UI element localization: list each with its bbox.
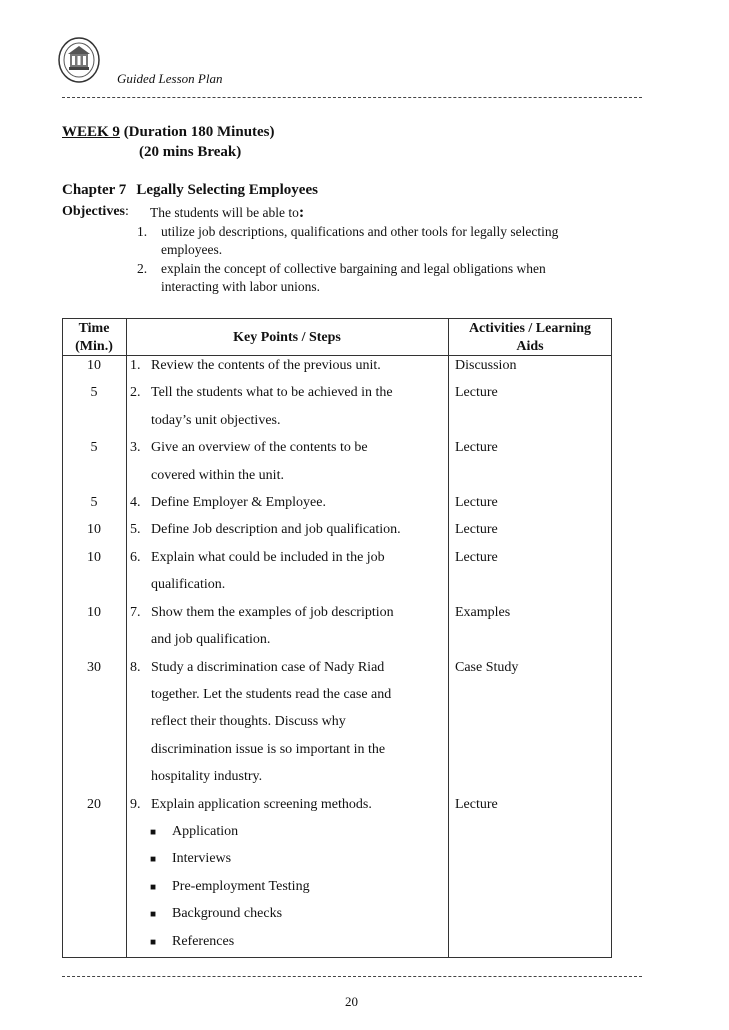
chapter-label: Chapter 7 (62, 182, 127, 198)
row-step-text: reflect their thoughts. Discuss why (151, 714, 346, 729)
row-time: 10 (87, 605, 101, 620)
table-column-divider (448, 318, 449, 958)
row-step-number: 6. (130, 550, 141, 565)
lesson-table (62, 318, 612, 958)
row-activity: Discussion (455, 358, 517, 373)
week-break: (20 mins Break) (139, 144, 242, 160)
row-step-number: 9. (130, 797, 141, 812)
week-heading (62, 124, 275, 141)
chapter-title: Legally Selecting Employees (136, 182, 318, 198)
row-step-text: Define Job description and job qualification. (151, 522, 401, 537)
bullet-item: Interviews (172, 851, 232, 866)
objectives-intro: The students will be able to: (150, 204, 305, 221)
chapter-heading (62, 182, 318, 199)
row-step-number: 4. (130, 495, 141, 510)
row-step-text: Explain application screening methods. (151, 797, 372, 812)
row-step-text: Explain what could be included in the job (151, 550, 385, 565)
header-time: Time (Min.) (75, 321, 113, 354)
row-activity: Lecture (455, 385, 498, 400)
bullet-square-icon: ■ (150, 854, 157, 865)
row-step-number: 1. (130, 358, 141, 373)
row-activity: Lecture (455, 440, 498, 455)
bullet-square-icon: ■ (150, 882, 157, 893)
row-activity: Lecture (455, 495, 498, 510)
row-activity: Case Study (455, 660, 519, 675)
row-step-text: Show them the examples of job description (151, 605, 394, 620)
header-key-points: Key Points / Steps (233, 330, 341, 345)
bullet-square-icon: ■ (150, 937, 157, 948)
row-time: 5 (90, 495, 98, 510)
objective-item: 1. utilize job descriptions, qualifications and other tools for legally selecting employees. (137, 224, 559, 257)
row-step-text: today’s unit objectives. (151, 413, 281, 428)
row-step-text: discrimination issue is so important in the (151, 742, 386, 757)
institution-seal-logo (58, 37, 100, 83)
row-time: 10 (87, 522, 101, 537)
row-step-text: Give an overview of the contents to be (151, 440, 368, 455)
bullet-item: Application (172, 824, 239, 839)
header-title: Guided Lesson Plan (117, 71, 223, 86)
row-step-number: 3. (130, 440, 141, 455)
row-step-number: 2. (130, 385, 141, 400)
bullet-square-icon: ■ (150, 827, 157, 838)
row-time: 5 (90, 385, 98, 400)
bullet-item: Pre-employment Testing (172, 879, 310, 894)
bullet-square-icon: ■ (150, 909, 157, 920)
row-step-text: Study a discrimination case of Nady Riad (151, 660, 385, 675)
row-activity: Lecture (455, 550, 498, 565)
table-column-divider (126, 318, 127, 958)
row-time: 5 (90, 440, 98, 455)
row-step-text: together. Let the students read the case and (151, 687, 392, 702)
row-time: 20 (87, 797, 101, 812)
row-activity: Lecture (455, 522, 498, 537)
row-step-text: covered within the unit. (151, 468, 284, 483)
bullet-item: Background checks (172, 906, 283, 921)
objective-item: 2. explain the concept of collective bargaining and legal obligations when interacting with labor unions. (137, 261, 546, 294)
row-step-text: Review the contents of the previous unit. (151, 358, 381, 373)
page-number: 20 (345, 994, 358, 1009)
row-step-number: 5. (130, 522, 141, 537)
row-time: 10 (87, 358, 101, 373)
week-duration: (Duration 180 Minutes) (123, 124, 275, 140)
footer-divider (62, 976, 642, 977)
row-step-text: hospitality industry. (151, 769, 263, 784)
row-step-text: and job qualification. (151, 632, 271, 647)
objectives-label: Objectives: (62, 204, 129, 219)
header-divider (62, 97, 642, 98)
row-step-number: 8. (130, 660, 141, 675)
week-label: WEEK 9 (62, 124, 120, 140)
row-time: 30 (87, 660, 101, 675)
row-activity: Lecture (455, 797, 498, 812)
row-step-number: 7. (130, 605, 141, 620)
row-step-text: Define Employer & Employee. (151, 495, 326, 510)
bullet-item: References (172, 934, 235, 949)
header-activities: Activities / Learning Aids (468, 321, 592, 354)
row-step-text: qualification. (151, 577, 226, 592)
row-step-text: Tell the students what to be achieved in the (151, 385, 393, 400)
row-activity: Examples (455, 605, 511, 620)
row-time: 10 (87, 550, 101, 565)
